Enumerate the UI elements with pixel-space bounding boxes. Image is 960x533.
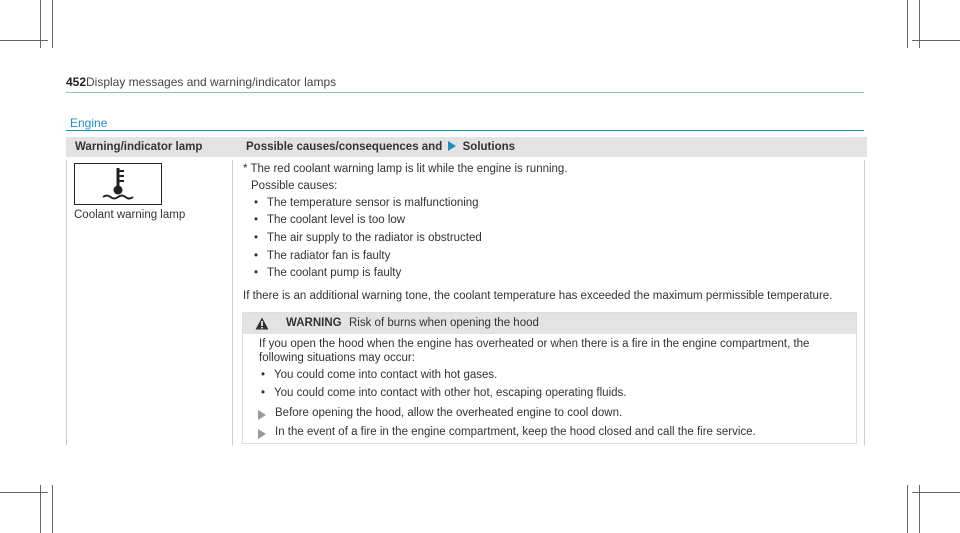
warning-triangle-icon <box>255 317 269 330</box>
section-rule <box>66 130 864 131</box>
list-item: The coolant pump is faulty <box>267 267 402 279</box>
arrow-right-icon <box>448 141 456 151</box>
bullet-icon: • <box>254 214 259 226</box>
crop-mark <box>912 492 960 493</box>
section-title: Engine <box>70 116 108 130</box>
running-header: Display messages and warning/indicator lamps <box>86 75 337 89</box>
crop-mark <box>0 492 48 493</box>
list-item: The air supply to the radiator is obstructed <box>267 232 482 244</box>
list-item: You could come into contact with other hot, escaping operating fluids. <box>274 387 627 399</box>
crop-mark <box>907 485 908 533</box>
warning-title: Risk of burns when opening the hood <box>349 317 539 329</box>
bullet-icon: • <box>261 387 266 399</box>
column-divider <box>864 160 865 445</box>
step-text: In the event of a fire in the engine compartment, keep the hood closed and call the fire service. <box>275 426 756 438</box>
column-divider <box>66 160 67 445</box>
warning-text: If you open the hood when the engine has overheated or when there is a fire in the engine compartment, the <box>259 338 810 350</box>
step-text: Before opening the hood, allow the overheated engine to cool down. <box>275 407 623 419</box>
bullet-icon: • <box>254 267 259 279</box>
lamp-label: Coolant warning lamp <box>74 209 186 221</box>
crop-mark <box>52 485 53 533</box>
additional-text: If there is an additional warning tone, the coolant temperature has exceeded the maximum permissible temperature. <box>243 290 833 302</box>
warning-text: following situations may occur: <box>259 352 415 364</box>
column-divider <box>232 160 233 445</box>
step-arrow-icon <box>258 410 266 420</box>
list-item: The coolant level is too low <box>267 214 406 226</box>
warning-header <box>243 313 856 334</box>
causes-heading: Possible causes: <box>251 180 338 192</box>
page-number: 452 <box>66 75 87 89</box>
bullet-icon: • <box>254 232 259 244</box>
bullet-icon: • <box>261 369 266 381</box>
list-item: The temperature sensor is malfunctioning <box>267 197 479 209</box>
bullet-icon: • <box>254 250 259 262</box>
list-item: The radiator fan is faulty <box>267 250 391 262</box>
warning-box <box>242 312 857 444</box>
crop-mark <box>0 40 48 41</box>
header-rule <box>66 92 864 93</box>
crop-mark <box>912 40 960 41</box>
column-header-lamp: Warning/indicator lamp <box>66 137 239 157</box>
bullet-icon: • <box>254 197 259 209</box>
step-arrow-icon <box>258 429 266 439</box>
list-item: You could come into contact with hot gases. <box>274 369 498 381</box>
column-header-text: Possible causes/consequences and <box>246 141 443 153</box>
column-header-causes <box>234 137 867 157</box>
intro-text: * The red coolant warning lamp is lit while the engine is running. <box>243 163 568 175</box>
coolant-temperature-icon <box>74 163 162 205</box>
warning-label: WARNING <box>286 317 342 329</box>
crop-mark <box>52 0 53 48</box>
column-header-solutions: Solutions <box>462 141 516 153</box>
crop-mark <box>907 0 908 48</box>
